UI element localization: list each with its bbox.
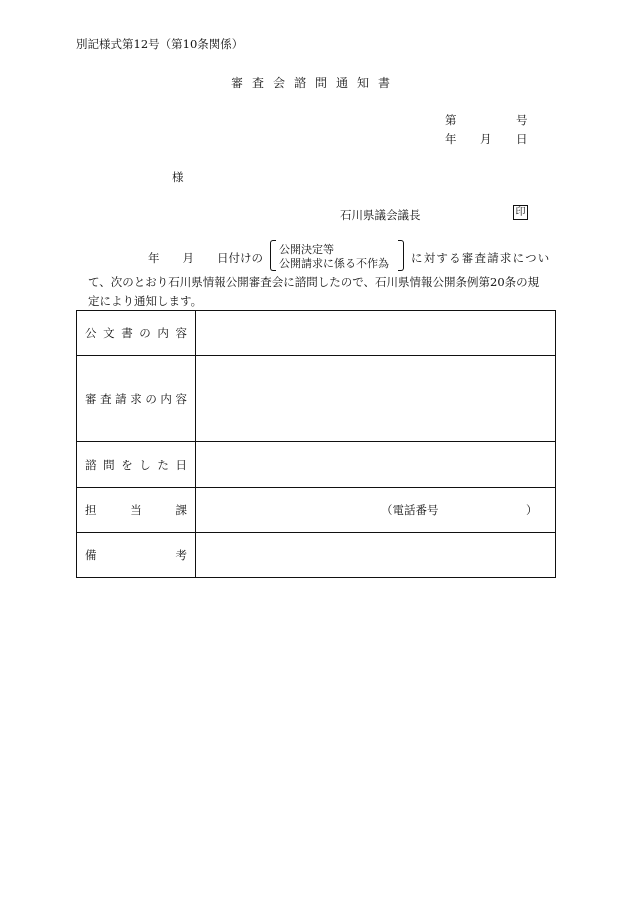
label-char: 容 bbox=[175, 391, 187, 406]
label-char: 請 bbox=[115, 391, 127, 406]
label-char: 担 bbox=[85, 503, 97, 517]
label-char: 書 bbox=[121, 326, 133, 340]
row-label bbox=[77, 502, 195, 518]
label-char: 内 bbox=[157, 326, 169, 340]
label-cell bbox=[77, 488, 196, 533]
label-char: 内 bbox=[160, 391, 172, 406]
phone-close: ） bbox=[526, 503, 538, 517]
date-year: 年 bbox=[445, 132, 457, 146]
table-row bbox=[77, 311, 556, 356]
label-char: 備 bbox=[85, 548, 97, 562]
body-line2: て、次のとおり石川県情報公開審査会に諮問したので、石川県情報公開条例第20条の規 bbox=[88, 275, 540, 289]
date-day: 日 bbox=[516, 132, 528, 146]
body-line1-end: に対する審査請求につい bbox=[411, 251, 551, 265]
value-cell[interactable] bbox=[196, 356, 556, 442]
label-cell bbox=[77, 533, 196, 578]
label-char: 文 bbox=[103, 326, 115, 340]
label-cell bbox=[77, 442, 196, 488]
table-row bbox=[77, 356, 556, 442]
value-cell[interactable] bbox=[196, 442, 556, 488]
row-label bbox=[77, 325, 195, 341]
form-number-label: 別記様式第12号（第10条関係） bbox=[76, 37, 244, 51]
recipient-suffix: 様 bbox=[172, 170, 184, 184]
label-char: の bbox=[145, 391, 157, 406]
label-char: 容 bbox=[175, 326, 187, 340]
label-char: 公 bbox=[85, 326, 97, 340]
sender-name: 石川県議会議長 bbox=[340, 208, 421, 222]
label-char: 考 bbox=[175, 548, 187, 562]
option-inaction: 公開請求に係る不作為 bbox=[279, 257, 389, 270]
row-label bbox=[77, 457, 195, 473]
seal-mark: 印 bbox=[513, 205, 528, 220]
value-cell[interactable] bbox=[196, 488, 556, 533]
label-char: 求 bbox=[130, 391, 142, 406]
number-prefix: 第 bbox=[445, 113, 457, 127]
label-char: 審 bbox=[85, 391, 97, 406]
table-row bbox=[77, 533, 556, 578]
label-char: し bbox=[139, 457, 151, 472]
left-bracket bbox=[270, 240, 276, 271]
info-table bbox=[76, 310, 556, 578]
row-label bbox=[77, 391, 195, 407]
label-cell bbox=[77, 356, 196, 442]
table-row bbox=[77, 442, 556, 488]
label-cell bbox=[77, 311, 196, 356]
phone-open: （電話番号 bbox=[381, 503, 439, 517]
label-char: の bbox=[139, 326, 151, 340]
label-char: 日 bbox=[175, 457, 187, 472]
number-suffix: 号 bbox=[516, 113, 528, 127]
value-cell[interactable] bbox=[196, 311, 556, 356]
right-bracket bbox=[398, 240, 404, 271]
label-char: 当 bbox=[130, 503, 142, 517]
label-char: 問 bbox=[103, 457, 115, 472]
value-cell[interactable] bbox=[196, 533, 556, 578]
label-char: を bbox=[121, 457, 133, 472]
label-char: 課 bbox=[175, 503, 187, 517]
body-line1-start: 年 月 日付けの bbox=[148, 251, 263, 265]
date-month: 月 bbox=[480, 132, 492, 146]
document-title: 審査会諮問通知書 bbox=[230, 76, 399, 90]
table-row bbox=[77, 488, 556, 533]
label-char: 諮 bbox=[85, 457, 97, 472]
body-line3: 定により通知します。 bbox=[88, 294, 203, 308]
option-bracket bbox=[270, 240, 404, 269]
option-disclosure-decision: 公開決定等 bbox=[279, 243, 334, 256]
label-char: 査 bbox=[100, 391, 112, 406]
row-label bbox=[77, 547, 195, 563]
label-char: た bbox=[157, 457, 169, 472]
